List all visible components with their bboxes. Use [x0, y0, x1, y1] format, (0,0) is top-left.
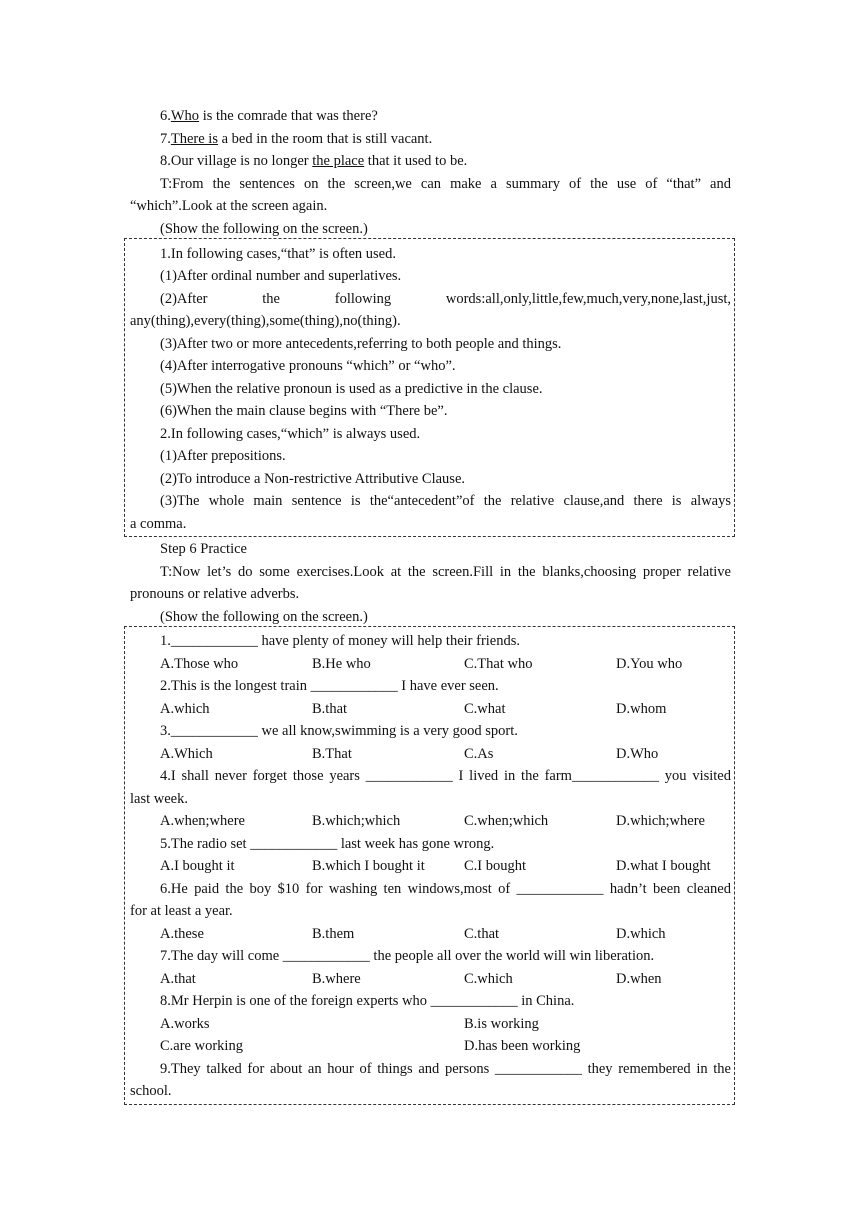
- option-c: C.I bought: [464, 858, 527, 874]
- rule-line: (2)After the following words:all,only,little,few,much,very,none,last,just,: [160, 291, 731, 307]
- option-c: C.are working: [160, 1038, 243, 1054]
- option-c: C.when;which: [464, 813, 549, 829]
- step-teacher-line-1: T:Now let’s do some exercises.Look at the screen.Fill in the blanks,choosing proper relative: [160, 564, 731, 580]
- question-9-cont: school.: [130, 1083, 172, 1099]
- option-d: D.You who: [616, 656, 683, 672]
- option-a: A.that: [160, 971, 196, 987]
- question-5: 5.The radio set ____________ last week has gone wrong.: [160, 836, 495, 852]
- intro-line-8: 8.Our village is no longer the place that it used to be.: [160, 153, 468, 169]
- option-c: C.As: [464, 746, 494, 762]
- teacher-line-1: T:From the sentences on the screen,we can make a summary of the use of “that” and: [160, 176, 731, 192]
- rule-line: (5)When the relative pronoun is used as a predictive in the clause.: [160, 381, 543, 397]
- rule-line: a comma.: [130, 516, 187, 532]
- step-title: Step 6 Practice: [160, 541, 247, 557]
- question-4: 4.I shall never forget those years ____________ I lived in the farm____________ you visited: [160, 768, 731, 784]
- option-b: B.where: [312, 971, 361, 987]
- option-c: C.what: [464, 701, 506, 717]
- rule-line: any(thing),every(thing),some(thing),no(thing).: [130, 313, 401, 329]
- option-d: D.Who: [616, 746, 659, 762]
- rule-line: (4)After interrogative pronouns “which” or “who”.: [160, 358, 456, 374]
- option-c: C.which: [464, 971, 513, 987]
- rule-line: (3)The whole main sentence is the“antecedent”of the relative clause,and there is always: [160, 493, 731, 509]
- question-3: 3.____________ we all know,swimming is a very good sport.: [160, 723, 518, 739]
- show-note-1: (Show the following on the screen.): [160, 221, 368, 237]
- question-7: 7.The day will come ____________ the people all over the world will win liberation.: [160, 948, 655, 964]
- rule-line: (3)After two or more antecedents,referring to both people and things.: [160, 336, 562, 352]
- option-b: B.them: [312, 926, 355, 942]
- option-d: D.what I bought: [616, 858, 711, 874]
- question-6: 6.He paid the boy $10 for washing ten windows,most of ____________ hadn’t been cleaned: [160, 881, 731, 897]
- option-d: D.which: [616, 926, 666, 942]
- option-a: A.Which: [160, 746, 213, 762]
- intro-line-7: 7.There is a bed in the room that is still vacant.: [160, 131, 433, 147]
- option-a: A.I bought it: [160, 858, 235, 874]
- option-b: B.He who: [312, 656, 371, 672]
- option-d: D.when: [616, 971, 662, 987]
- option-a: A.works: [160, 1016, 210, 1032]
- show-note-2: (Show the following on the screen.): [160, 609, 368, 625]
- intro-line-6: 6.Who is the comrade that was there?: [160, 108, 378, 124]
- question-2: 2.This is the longest train ____________ I have ever seen.: [160, 678, 499, 694]
- option-a: A.which: [160, 701, 210, 717]
- option-b: B.that: [312, 701, 348, 717]
- question-8: 8.Mr Herpin is one of the foreign experts who ____________ in China.: [160, 993, 575, 1009]
- option-a: A.these: [160, 926, 204, 942]
- option-b: B.which I bought it: [312, 858, 425, 874]
- question-1: 1.____________ have plenty of money will help their friends.: [160, 633, 521, 649]
- step-teacher-line-2: pronouns or relative adverbs.: [130, 586, 300, 602]
- option-b: B.is working: [464, 1016, 539, 1032]
- option-b: B.That: [312, 746, 352, 762]
- rule-line: 1.In following cases,“that” is often used.: [160, 246, 396, 262]
- question-4-cont: last week.: [130, 791, 188, 807]
- option-a: A.when;where: [160, 813, 245, 829]
- option-d: D.which;where: [616, 813, 705, 829]
- option-d: D.has been working: [464, 1038, 581, 1054]
- rule-line: (6)When the main clause begins with “There be”.: [160, 403, 448, 419]
- rule-line: (1)After prepositions.: [160, 448, 286, 464]
- option-c: C.that: [464, 926, 500, 942]
- option-b: B.which;which: [312, 813, 401, 829]
- rule-line: (1)After ordinal number and superlatives.: [160, 268, 402, 284]
- question-9: 9.They talked for about an hour of things and persons ____________ they remembered in the: [160, 1061, 731, 1077]
- option-a: A.Those who: [160, 656, 239, 672]
- teacher-line-2: “which”.Look at the screen again.: [130, 198, 328, 214]
- rule-line: 2.In following cases,“which” is always used.: [160, 426, 421, 442]
- rule-line: (2)To introduce a Non-restrictive Attributive Clause.: [160, 471, 466, 487]
- option-c: C.That who: [464, 656, 533, 672]
- option-d: D.whom: [616, 701, 667, 717]
- question-6-cont: for at least a year.: [130, 903, 233, 919]
